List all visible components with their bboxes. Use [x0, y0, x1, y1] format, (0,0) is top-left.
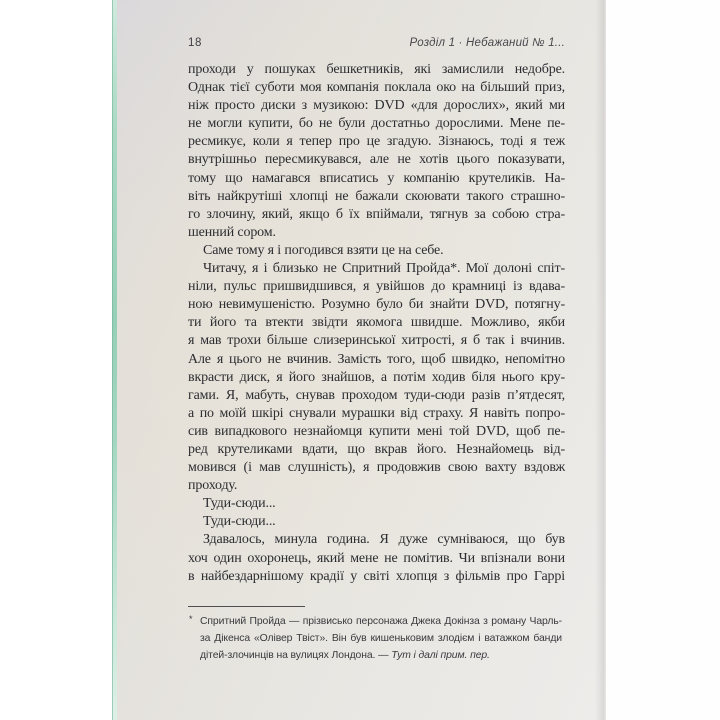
footnote-line-text: за Дікенса «Олівер Твіст». Він був кишеньковим злодієм і ватажком банди — [200, 633, 562, 644]
body-text — [188, 61, 565, 586]
footnote-translator-note: Тут і далі прим. пер. — [391, 650, 490, 661]
body-line: проходи у пошуках бешкетників, які замислили недобре. — [188, 62, 565, 77]
footnote-marker: * — [189, 614, 193, 624]
body-line: Туди-сюди... — [203, 514, 276, 530]
body-line: Читачу, я і близько не Спритний Пройда*. Мої долоні спіт- — [203, 261, 565, 277]
body-line: тому що намагався вписатись у компанію крутеликів. На- — [188, 170, 565, 186]
body-line: шенний сором. — [188, 224, 276, 240]
running-head: Розділ 1 · Небажаний № 1... — [409, 37, 565, 49]
book-page — [112, 0, 606, 720]
body-line: я мав трохи більше слизеринської хитрості, я б так і вчинив. — [188, 333, 565, 349]
body-line: Здавалось, минула година. Я дуже сумніваюся, що був — [203, 532, 565, 548]
page-number: 18 — [188, 37, 202, 49]
body-line: віть найкрутіші хлопці не бажали скоювати такого страшно- — [188, 188, 565, 204]
body-line: мовився (і мав слушність), я продовжив свою вахту вздовж — [188, 460, 565, 476]
body-line: хоч один охоронець, який мене не помітив. Чи впізнали вони — [188, 550, 565, 566]
footnote — [189, 613, 562, 664]
body-line: Однак тієї суботи моя компанія поклала око на більший приз, — [188, 80, 565, 96]
body-line: ніли, пульс пришвидшився, я увійшов до крамниці із вдава- — [188, 279, 565, 295]
footnote-separator — [188, 606, 305, 607]
body-line: ти його та втекти звідти якомога швидше. Можливо, якби — [188, 315, 565, 331]
footnote-line-text: Спритний Пройда — прізвисько персонажа Джека Докінза з роману Чарль- — [200, 616, 562, 627]
footnote-line — [200, 647, 562, 664]
body-line: Саме тому я і погодився взяти це на себе. — [203, 242, 444, 258]
footnote-line — [200, 630, 562, 647]
body-line: гами. Я, мабуть, снував проходом туди-сюди разів п’ятдесят, — [188, 387, 565, 403]
body-line: Але я цього не вчинив. Замість того, щоб швидко, непомітно — [188, 351, 565, 367]
body-line: внутрішньо пересмикувався, але не хотів цього показувати, — [188, 152, 565, 168]
body-line: ною невимушеністю. Розумно було би знайти DVD, потягну- — [188, 297, 565, 313]
body-line: го злочину, який, якщо б їх впіймали, тягнув за собою стра- — [188, 206, 565, 222]
footnote-line — [189, 613, 562, 630]
footnote-line-text: дітей-злочинців на вулицях Лондона. — — [200, 650, 392, 661]
body-line: Туди-сюди... — [203, 496, 276, 512]
body-line: не могли купити, бо не були достатньо дорослими. Мене пе- — [188, 116, 565, 132]
body-line: ресмикує, коли я тепер про це згадую. Зізнаюсь, тоді я теж — [188, 134, 565, 150]
body-line: ніж просто диски з музикою: DVD «для дорослих», який ми — [188, 98, 565, 114]
body-line: вкрасти диск, я його знайшов, а потім ходив біля нього кру- — [188, 369, 565, 385]
running-head-row — [188, 37, 565, 49]
body-line: сив випадкового незнайомця купити мені той DVD, щоб пе- — [188, 423, 565, 439]
page-edge-teal-strip — [112, 0, 117, 720]
body-line: а по моїй шкірі снували мурашки від страху. Я навіть попро- — [188, 405, 565, 421]
body-line: ред крутеликами вдати, що вкрав його. Незнайомець від- — [188, 441, 565, 457]
body-line: проходу. — [188, 478, 238, 494]
body-line: в найбездарнішому крадії у світі хлопця з фільмів про Гаррі — [188, 568, 565, 584]
